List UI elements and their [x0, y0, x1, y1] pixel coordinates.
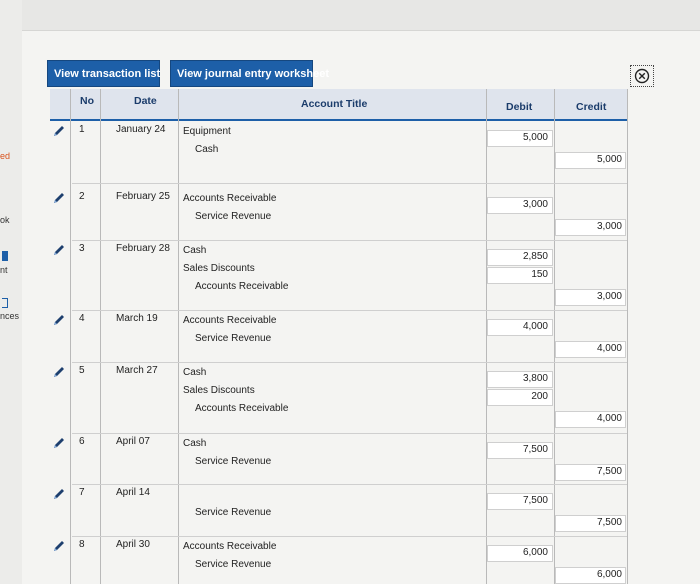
account-title: Accounts Receivable [195, 403, 289, 414]
entry-number: 6 [79, 436, 85, 447]
journal-table [50, 89, 628, 584]
view-journal-worksheet-button[interactable]: View journal entry worksheet [170, 60, 313, 87]
debit-amount: 4,000 [522, 321, 548, 332]
row-divider [72, 433, 627, 434]
credit-amount: 7,500 [596, 517, 622, 528]
account-title: Cash [183, 245, 207, 256]
entry-number: 3 [79, 243, 85, 254]
row-divider [72, 183, 627, 184]
account-title: Service Revenue [195, 333, 272, 344]
credit-amount: 3,000 [596, 291, 622, 302]
debit-amount: 3,000 [522, 199, 548, 210]
close-icon [634, 68, 650, 84]
entry-date: April 14 [116, 487, 150, 498]
debit-amount: 3,800 [522, 373, 548, 384]
entry-date: March 27 [116, 365, 158, 376]
credit-amount: 6,000 [596, 569, 622, 580]
row-divider [72, 362, 627, 363]
account-title: Sales Discounts [183, 263, 255, 274]
account-title: Service Revenue [195, 456, 272, 467]
header-account: Account Title [301, 98, 368, 110]
account-title: Cash [183, 438, 207, 449]
sidebar-fragment-text: nces [0, 311, 20, 321]
debit-amount: 7,500 [522, 444, 548, 455]
edit-entry-icon[interactable] [52, 539, 66, 553]
entry-date: March 19 [116, 313, 158, 324]
account-title: Accounts Receivable [183, 193, 277, 204]
credit-amount: 4,000 [596, 343, 622, 354]
account-title: Accounts Receivable [183, 541, 277, 552]
entry-date: February 25 [116, 191, 170, 202]
account-title: Equipment [183, 126, 231, 137]
row-divider [72, 536, 627, 537]
debit-amount: 7,500 [522, 495, 548, 506]
header-date: Date [134, 95, 157, 107]
entry-number: 4 [79, 313, 85, 324]
journal-panel [22, 30, 700, 584]
entry-date: February 28 [116, 243, 170, 254]
row-divider [72, 484, 627, 485]
sidebar-fragment-text: nt [0, 265, 8, 275]
credit-amount: 3,000 [596, 221, 622, 232]
account-title: Service Revenue [195, 211, 272, 222]
header-debit: Debit [506, 101, 533, 113]
header-no: No [80, 95, 94, 107]
account-title: Service Revenue [195, 507, 272, 518]
entry-number: 8 [79, 539, 85, 550]
row-divider [72, 310, 627, 311]
account-title: Service Revenue [195, 559, 272, 570]
entry-date: April 30 [116, 539, 150, 550]
header-credit: Credit [576, 101, 607, 113]
edit-entry-icon[interactable] [52, 436, 66, 450]
entry-number: 1 [79, 124, 85, 135]
credit-amount: 7,500 [596, 466, 622, 477]
account-title: Accounts Receivable [183, 315, 277, 326]
sidebar-marker [2, 251, 8, 261]
edit-entry-icon[interactable] [52, 487, 66, 501]
account-title: Sales Discounts [183, 385, 255, 396]
sidebar-fragment-text: ed [0, 151, 11, 161]
entry-number: 5 [79, 365, 85, 376]
entry-date: January 24 [116, 124, 166, 135]
debit-amount: 6,000 [522, 547, 548, 558]
edit-entry-icon[interactable] [52, 313, 66, 327]
debit-amount: 2,850 [522, 251, 548, 262]
account-title: Cash [195, 144, 219, 155]
sidebar-fragment-text: ok [0, 215, 10, 225]
debit-amount: 5,000 [522, 132, 548, 143]
row-divider [72, 240, 627, 241]
edit-entry-icon[interactable] [52, 191, 66, 205]
edit-entry-icon[interactable] [52, 243, 66, 257]
account-title: Accounts Receivable [195, 281, 289, 292]
account-title: Cash [183, 367, 207, 378]
entry-date: April 07 [116, 436, 150, 447]
entry-number: 7 [79, 487, 85, 498]
sidebar-fragment [0, 0, 22, 584]
close-button[interactable] [630, 65, 654, 87]
debit-amount: 150 [531, 269, 548, 280]
table-header [50, 89, 628, 121]
entry-number: 2 [79, 191, 85, 202]
debit-amount: 200 [531, 391, 548, 402]
view-transaction-list-button[interactable]: View transaction list [47, 60, 160, 87]
credit-amount: 4,000 [596, 413, 622, 424]
edit-entry-icon[interactable] [52, 365, 66, 379]
credit-amount: 5,000 [596, 154, 622, 165]
sidebar-marker [2, 298, 8, 308]
edit-entry-icon[interactable] [52, 124, 66, 138]
